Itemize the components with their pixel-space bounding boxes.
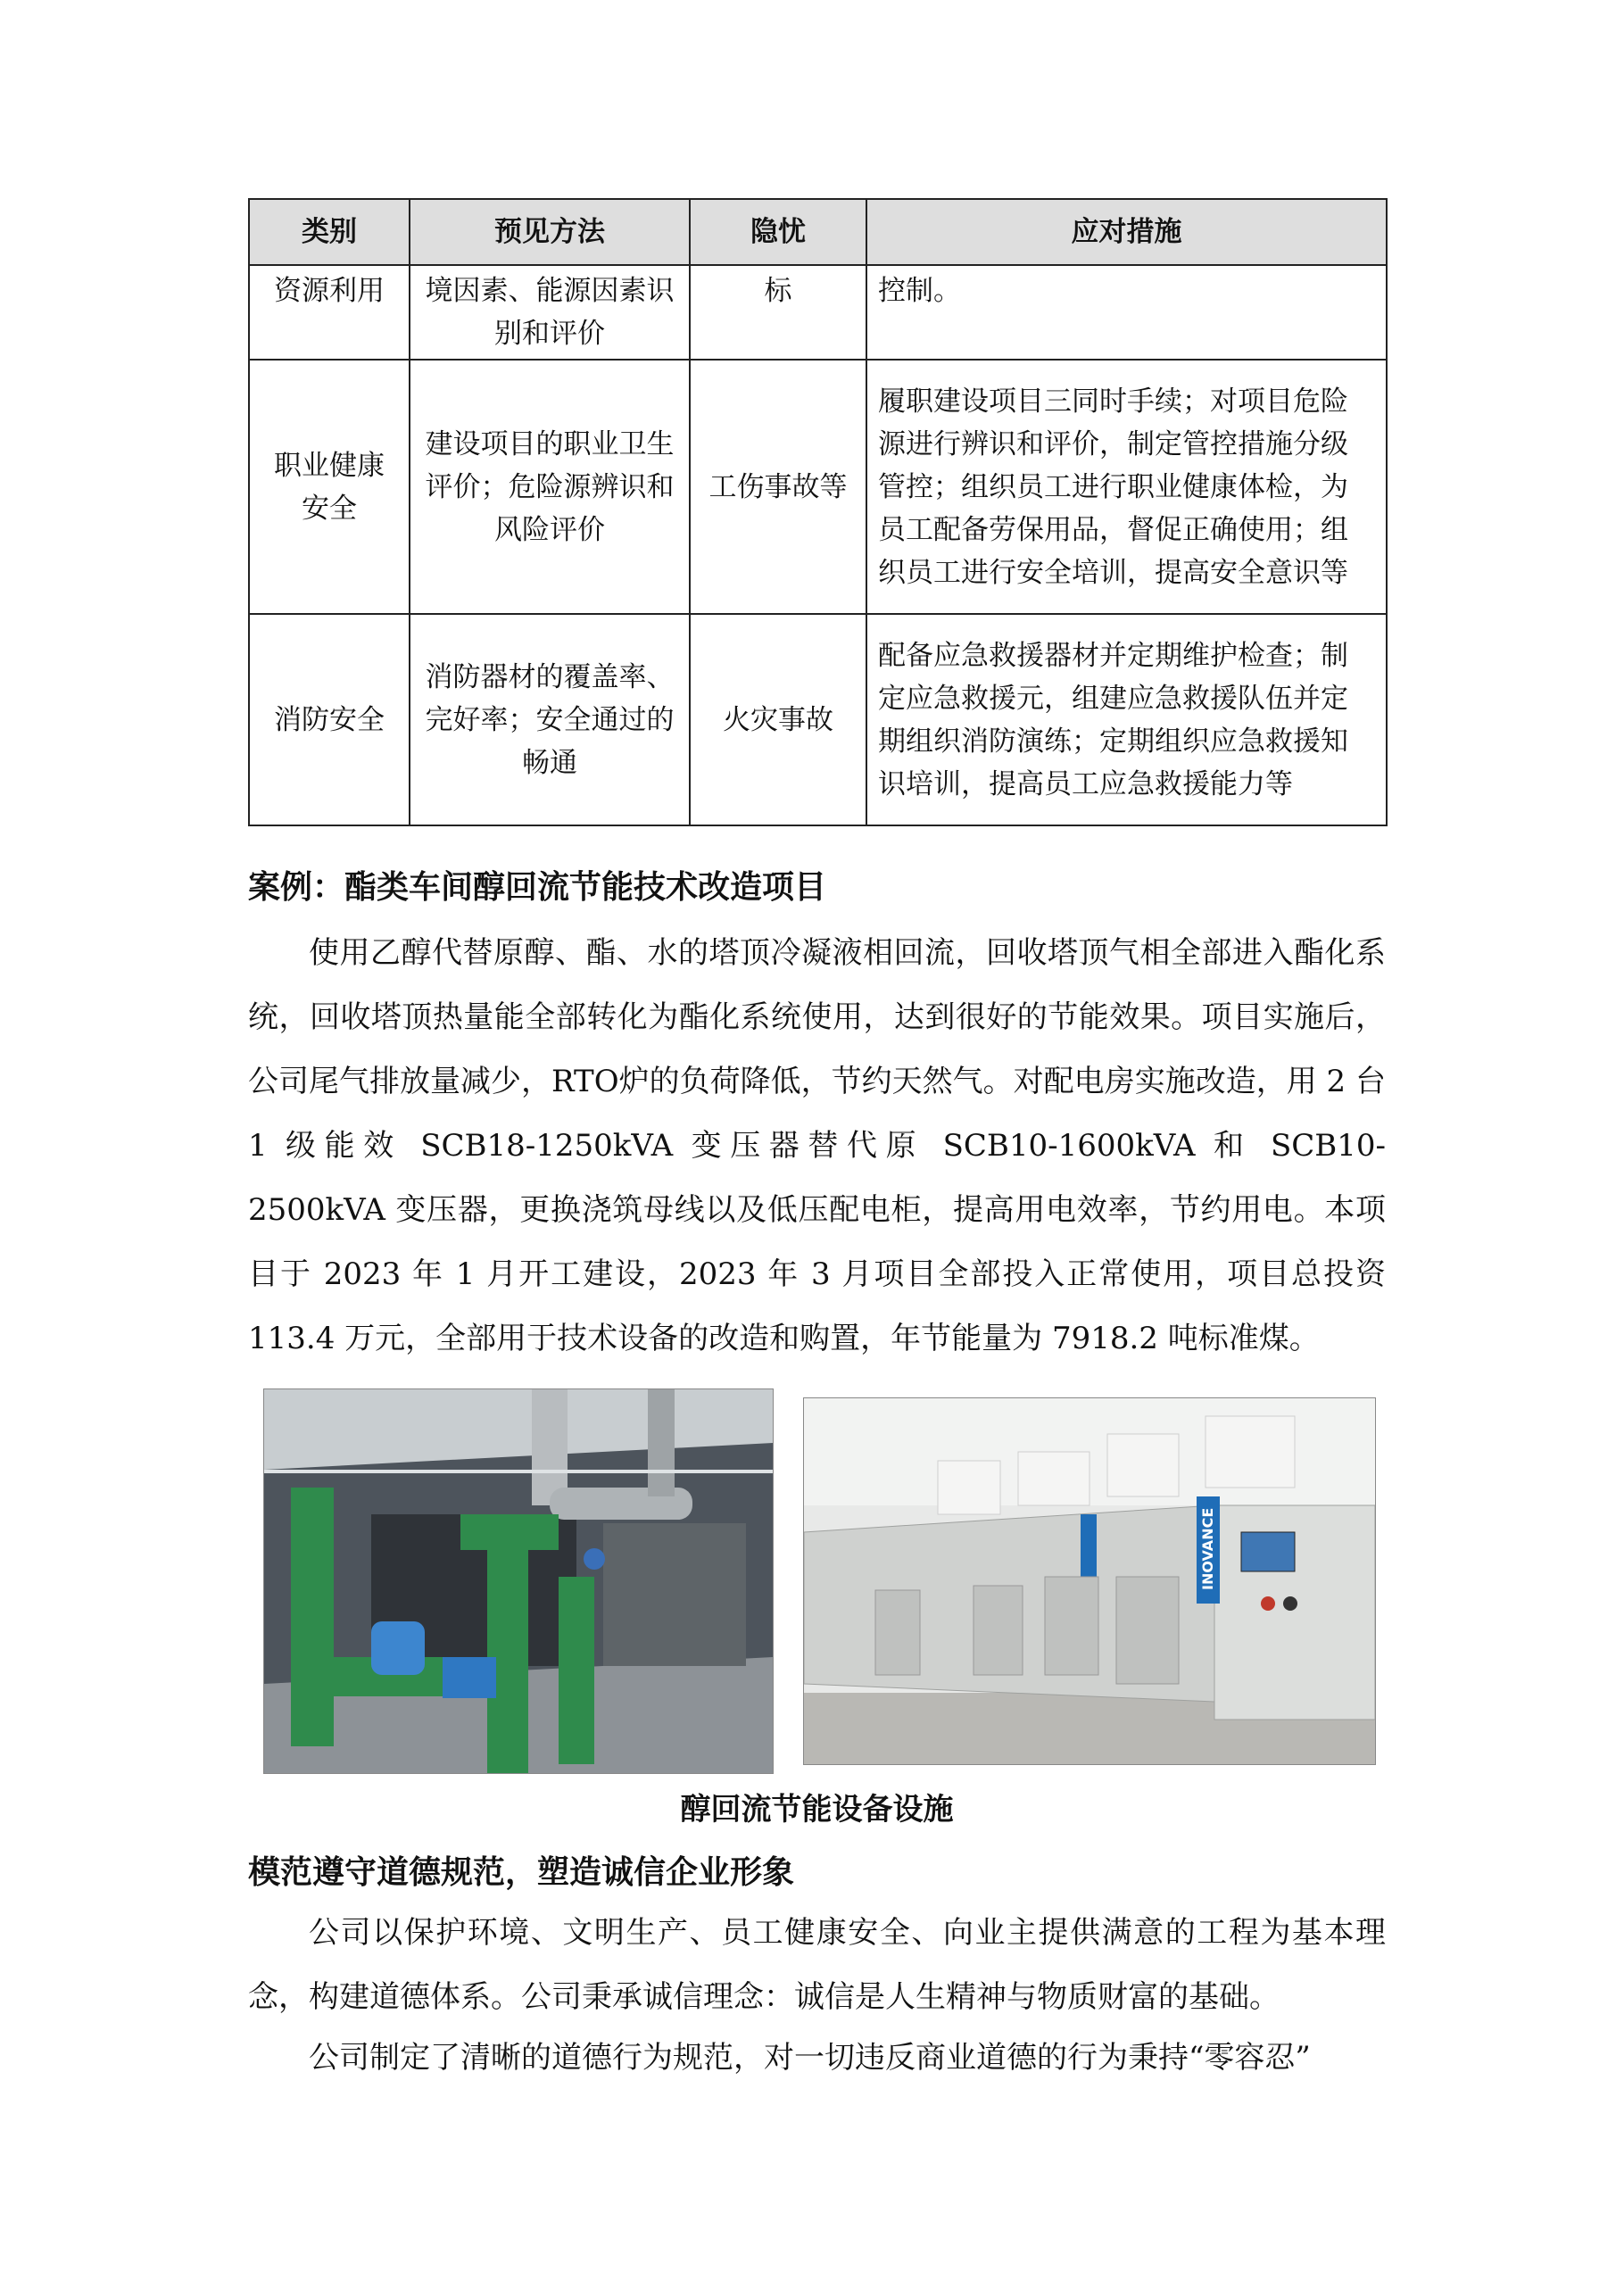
cell-category: 资源利用 [249,265,410,360]
case-paragraph: 使用乙醇代替原醇、酯、水的塔顶冷凝液相回流，回收塔顶气相全部进入酯化系统，回收塔顶热量能全部转化为酯化系统使用，达到很好的节能效果。项目实施后，公司尾气排放量减少，RTO炉的负荷降低，节约天然气。对配电房实施改造，用 2 台 1 级能效 SCB18-1250kVA 变压器替代原 SCB10-1600kVA 和 SCB10-2500kVA 变压器，更换浇筑母线以及低压配电柜，提高用电效率，节约用电。本项目于 2023 年 1 月开工建设，2023 年 3 月项目全部投入正常使用，项目总投资 113.4 万元，全部用于技术设备的改造和购置，年节能量为 7918.2 吨标准煤。 [248,935,1386,1356]
header-measure: 应对措施 [866,199,1387,265]
cell-category: 消防安全 [249,614,410,825]
cell-method: 消防器材的覆盖率、完好率；安全通过的畅通 [410,614,690,825]
cell-measure: 配备应急救援器材并定期维护检查；制定应急救援元，组建应急救援队伍并定期组织消防演练；定期组织应急救援知识培训，提高员工应急救援能力等 [866,614,1387,825]
photo-caption: 醇回流节能设备设施 [680,1792,954,1828]
risk-table [248,198,1388,826]
header-risk: 隐忧 [690,199,866,265]
table-row [249,360,1387,614]
cell-method: 境因素、能源因素识别和评价 [410,265,690,360]
ethics-paragraph-1: 公司以保护环境、文明生产、员工健康安全、向业主提供满意的工程为基本理念，构建道德体系。公司秉承诚信理念：诚信是人生精神与物质财富的基础。 [248,1915,1386,2015]
ethics-paragraph-2: 公司制定了清晰的道德行为规范，对一切违反商业道德的行为秉持“零容忍” [309,2040,1311,2076]
cell-measure: 履职建设项目三同时手续；对项目危险源进行辨识和评价，制定管控措施分级管控；组织员工进行职业健康体检，为员工配备劳保用品，督促正确使用；组织员工进行安全培训，提高安全意识等 [866,360,1387,614]
cell-risk: 工伤事故等 [690,360,866,614]
table-row [249,614,1387,825]
pipe-room-photo [263,1388,774,1774]
ethics-heading: 模范遵守道德规范，塑造诚信企业形象 [248,1853,795,1891]
table-row [249,265,1387,360]
case-heading: 案例：酯类车间醇回流节能技术改造项目 [248,868,827,906]
pipe-room-illustration [264,1389,773,1773]
header-method: 预见方法 [410,199,690,265]
cell-category: 职业健康安全 [249,360,410,614]
header-category: 类别 [249,199,410,265]
cell-risk: 标 [690,265,866,360]
cabinet-brand-label: INOVANCE [1199,1507,1216,1590]
cell-measure: 控制。 [866,265,1387,360]
cell-method: 建设项目的职业卫生评价；危险源辨识和风险评价 [410,360,690,614]
cell-risk: 火灾事故 [690,614,866,825]
cabinet-room-photo [803,1397,1376,1765]
cabinet-room-illustration [804,1398,1375,1764]
table-header-row [249,199,1387,265]
